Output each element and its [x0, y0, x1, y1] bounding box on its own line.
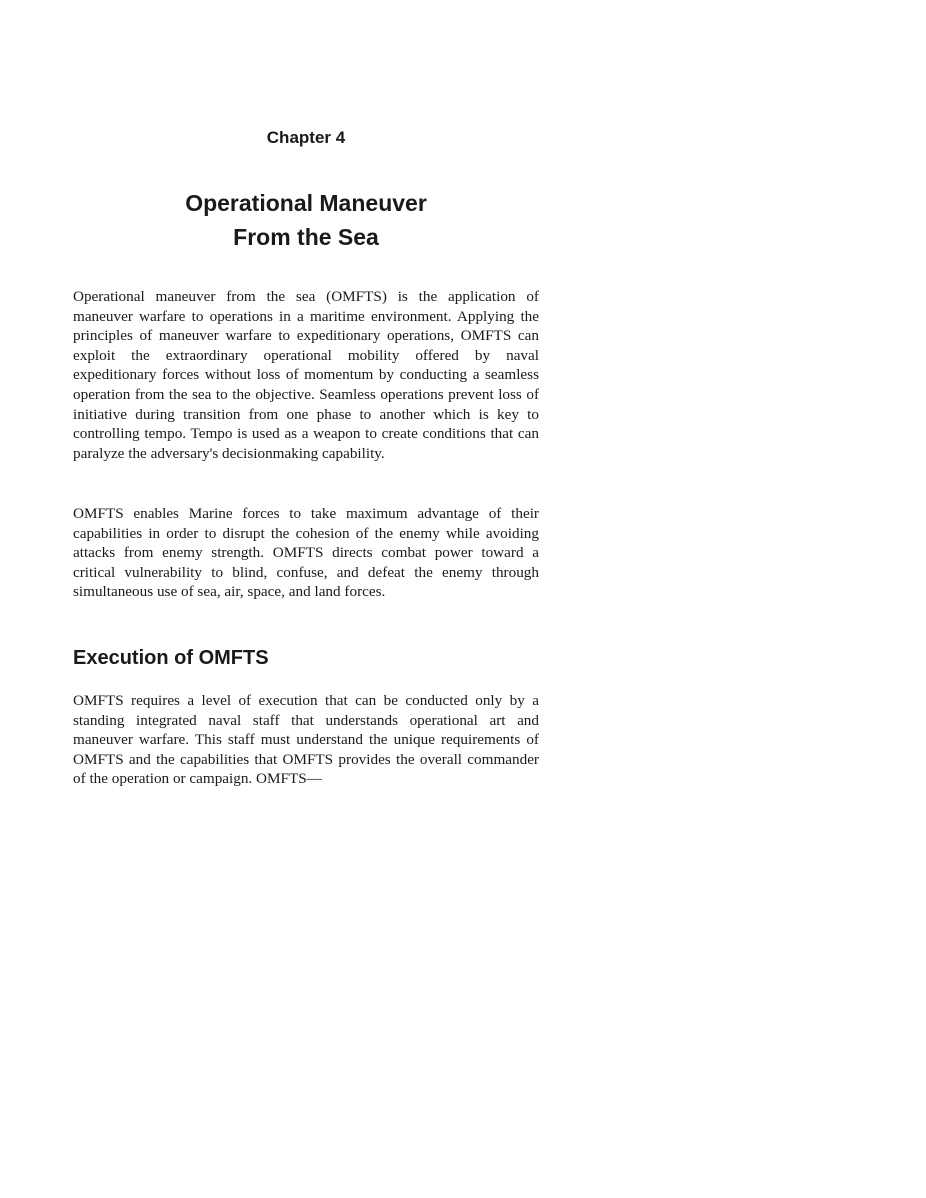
body-paragraph-omfts-definition: Operational maneuver from the sea (OMFTS) is the application of maneuver warfare to operations in a maritime environment. Applying the principles of maneuver warfare to expeditionary operations, OMFTS can exploit the extraordinary operational mobility offered by naval expeditionary forces without loss of momentum by conducting a seamless operation from the sea to the objective. Seamless operations prevent loss of initiative during transition from one phase to another which is key to controlling tempo. Tempo is used as a weapon to create conditions that can paralyze the adversary's decisionmaking capability.	[73, 288, 539, 462]
section-heading: Execution of OMFTS	[73, 647, 269, 669]
chapter-label: Chapter 4	[266, 128, 346, 147]
body-paragraph-omfts-capabilities: OMFTS enables Marine forces to take maximum advantage of their capabilities in order to disrupt the cohesion of the enemy while avoiding attacks from enemy strength. OMFTS directs combat power toward a critical vulnerability to blind, confuse, and defeat the enemy through simultaneous use of sea, air, space, and land forces.	[73, 505, 539, 601]
chapter-title-line-1: Operational Maneuver	[185, 190, 427, 216]
body-paragraph-execution: OMFTS requires a level of execution that can be conducted only by a standing integrated naval staff that understands operational art and maneuver warfare. This staff must understand the unique requirements of OMFTS and the capabilities that OMFTS provides the overall commander of the operation or campaign. OMFTS—	[73, 692, 539, 788]
chapter-title	[100, 186, 512, 254]
chapter-title-line-2: From the Sea	[233, 224, 379, 250]
